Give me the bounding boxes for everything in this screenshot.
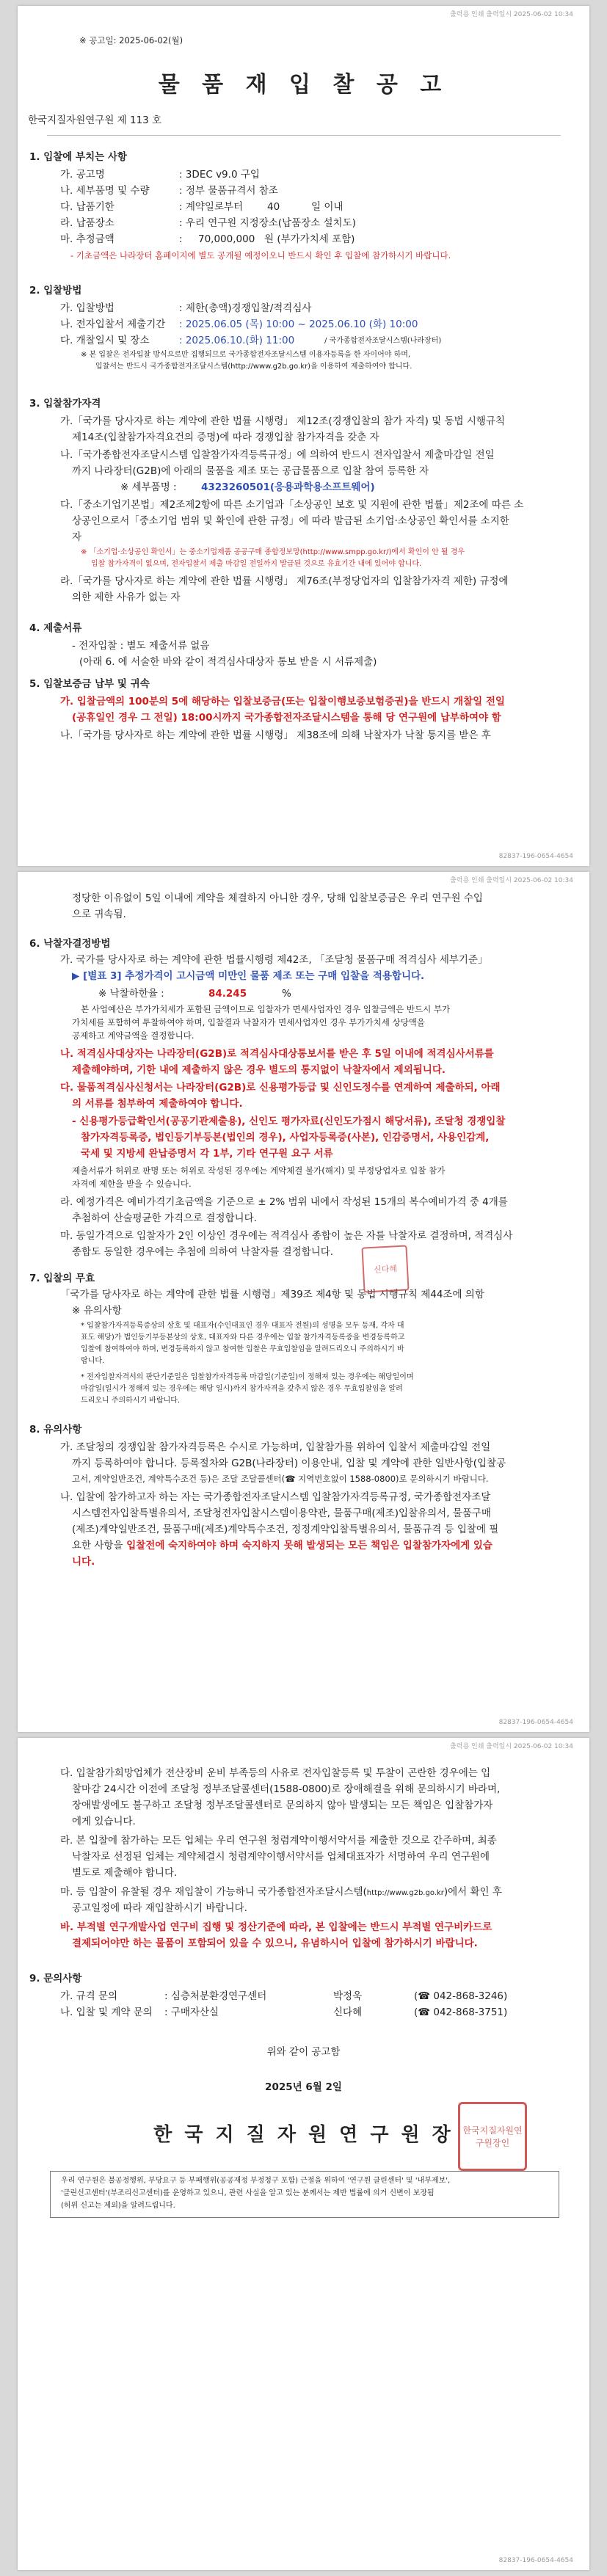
closing-text: 위와 같이 공고함 — [266, 2046, 341, 2058]
section-7-heading: 7. 입찰의 무효 — [29, 1273, 95, 1284]
text: 입찰전에 숙지하여야 하며 숙지하지 못해 발생되는 모든 책임은 입찰참가자에게 있습 — [123, 1540, 492, 1551]
note: ※ 「소기업·소상공인 확인서」는 중소기업제품 공공구매 종합정보망(http://www.smpp.go.kr/)에서 확인이 안 될 경우 — [81, 548, 465, 556]
text: 참가자격등록증, 법인등기부등본(법인의 경우), 사업자등록증(사본), 인감증명서, 사용인감계, — [81, 1132, 490, 1143]
label: 가. 공고명 — [60, 169, 105, 181]
note: * 전자입찰자격서의 판단기준일은 입찰참가자격등록 마감일(기준일)이 정해져 있는 경우에는 해당일이며 — [81, 1373, 414, 1381]
value: : 제한(총액)경쟁입찰/적격심사 — [179, 302, 312, 314]
note: 랍니다. — [81, 1357, 105, 1365]
value: : 정부 물품규격서 참조 — [179, 185, 278, 197]
text: 라.「국가를 당사자로 하는 계약에 관한 법률 시행령」 제76조(부정당업자의 입찰참가자격 제한) 규정에 — [60, 575, 509, 587]
text: 가. 국가를 당사자로 하는 계약에 관한 법률시행령 제42조, 「조달청 물품구매 적격심사 세부기준」 — [60, 954, 488, 966]
value: : — [179, 233, 183, 245]
text: 고서, 계약일반조건, 계약특수조건 등)은 조달 조달콜센터(☎ 지역번호없이 1588-0800)로 문의하시기 바랍니다. — [72, 1474, 489, 1484]
document-page-3 — [18, 1738, 589, 2570]
text: 마. 등 입찰이 유찰될 경우 재입찰이 가능하니 국가종합전자조달시스템( — [60, 1886, 367, 1898]
text: 본 사업예산은 부가가치세가 포함된 금액이므로 입찰자가 면세사업자인 경우 입찰금액은 반드시 부가 — [81, 1004, 451, 1014]
text: )에서 확인 후 — [443, 1886, 502, 1898]
text: 장애발생에도 불구하고 조달청 정부조달콜센터로 문의하지 않아 발생되는 모든 책임은 입찰참가자 — [72, 1800, 493, 1811]
official-seal: 한국지질자원연구원장인 — [458, 2102, 527, 2171]
footer-code: 82837-196-0654-4654 — [498, 2557, 573, 2564]
text: - 신용평가등급확인서(공공기관제출용), 신인도 평가자료(신인도가점시 해당서류), 조달청 경쟁입찰 — [72, 1116, 506, 1127]
text: (아래 6. 에 서술한 바와 같이 적격심사대상자 통보 받을 시 서류제출) — [79, 656, 377, 668]
value: % — [282, 988, 291, 1000]
announcement-date: 2025년 6월 2일 — [265, 2081, 342, 2093]
value: 70,000,000 — [198, 233, 255, 245]
section-4-heading: 4. 제출서류 — [29, 622, 82, 634]
section-2-heading: 2. 입찰방법 — [29, 285, 82, 296]
text: 추첨하여 산술평균한 가격으로 결정합니다. — [72, 1212, 257, 1224]
text: 찰마감 24시간 이전에 조달청 정부조달콜센터(1588-0800)로 장애해결을 위해 문의하시기 바라며, — [72, 1783, 501, 1795]
value: 4323260501(응용과학용소프트웨어) — [201, 481, 375, 493]
value: : 3DEC v9.0 구입 — [179, 169, 260, 181]
text: 라. 예정가격은 예비가격기초금액을 기준으로 ± 2% 범위 내에서 작성된 15개의 복수예비가격 중 4개를 — [60, 1196, 508, 1208]
note: / 국가종합전자조달시스템(나라장터) — [324, 337, 442, 345]
note: 마감일(일시가 정해져 있는 경우에는 해당 일시)까지 참가자격을 갖추지 않은 경우 무효입찰임을 알려 — [81, 1385, 403, 1393]
value: 일 이내 — [311, 201, 344, 213]
text: 의 서류를 첨부하여 제출하여야 합니다. — [72, 1098, 243, 1110]
value: : 계약일로부터 — [179, 201, 244, 213]
value: : 구매자산실 — [164, 2006, 219, 2018]
note: ※ 본 입찰은 전자입찰 방식으로만 집행되므로 국가종합전자조달시스템 이용자등록을 한 자이어야 하며, — [81, 351, 411, 359]
text: 다. 입찰참가희망업체가 전산장비 운비 부족등의 사유로 전자입찰등록 및 투찰이 곤란한 경우에는 입 — [60, 1767, 491, 1779]
section-8-heading: 8. 유의사항 — [29, 1424, 82, 1436]
text: - 전자입찰 : 별도 제출서류 없음 — [72, 640, 210, 652]
text: 에게 있습니다. — [72, 1816, 136, 1827]
divider — [47, 135, 561, 136]
text: 자격에 제한을 받을 수 있습니다. — [72, 1179, 192, 1189]
section-9-heading: 9. 문의사항 — [29, 1973, 82, 1984]
text: 나.「국가종합전자조달시스템 입찰참가자격등록규정」에 의하여 반드시 전자입찰서 제출마감일 전일 — [60, 449, 495, 461]
text: 라. 본 입찰에 참가하는 모든 업체는 우리 연구원 청렴계약이행서약서를 제출한 것으로 간주하며, 최종 — [60, 1835, 497, 1847]
text: 별도로 제출해야 합니다. — [72, 1867, 178, 1879]
value: 원 (부가가치세 포함) — [264, 233, 355, 245]
footer-code: 82837-196-0654-4654 — [498, 1719, 573, 1726]
value: : 우리 연구원 지정장소(납품장소 설치도) — [179, 217, 356, 229]
section-6-heading: 6. 낙찰자결정방법 — [29, 938, 111, 950]
text: 마. 동일가격으로 입찰자가 2인 이상인 경우에는 적격심사 종합이 높은 자를 낙찰자로 결정하며, 적격심사 — [60, 1230, 513, 1242]
text: 상공인으로서「중소기업 범위 및 확인에 관한 규정」에 따라 발급된 소기업·소상공인 확인서를 소지한 — [72, 515, 509, 527]
label: 라. 납품장소 — [60, 217, 115, 229]
note: 입찰 참가자격이 없으며, 전자입찰서 제출 마감일 전일까지 발급된 것으로 유효기간 내에 있어야 합니다. — [91, 560, 422, 568]
integrity-notice-box — [50, 2171, 559, 2218]
label: 마. 추정금액 — [60, 233, 115, 245]
print-stamp: 출력용 인쇄 출력일시 2025-06-02 10:34 — [450, 877, 573, 884]
notice-text: '클린신고센터'(부조리신고센터)를 운영하고 있으니, 관련 사실을 알고 있는 분께서는 제반 법률에 의거 신변이 보장됨 — [61, 2189, 435, 2197]
text: 공고일정에 따라 재입찰하시기 바랍니다. — [72, 1902, 247, 1914]
note: 표도 해당)가 법인등기부등본상의 상호, 대표자와 다른 경우에는 입찰 참가자격등록증을 변경등록하고 — [81, 1334, 405, 1342]
text: ▶ [별표 3] 추정가격이 고시금액 미만인 물품 제조 또는 구매 입찰을 적용합니다. — [72, 970, 425, 982]
value: : 심층처분환경연구센터 — [164, 1990, 267, 2002]
value: (☎ 042-868-3246) — [414, 1990, 508, 2002]
text: 결제되어야만 하는 물품이 포함되어 있을 수 있으니, 유념하시어 입찰에 참가하시기 바랍니다. — [72, 1938, 478, 1949]
text: 낙찰자로 선정된 업체는 계약체결시 청렴계약이행서약서를 업체대표자가 서명하여 우리 연구원에 — [72, 1851, 490, 1863]
label: 가. 입찰방법 — [60, 302, 115, 314]
print-stamp: 출력용 인쇄 출력일시 2025-06-02 10:34 — [450, 11, 573, 18]
text: 으로 귀속됨. — [72, 909, 126, 920]
announcement-number: 한국지질자원연구원 제 113 호 — [28, 114, 162, 126]
text: (공휴일인 경우 그 전일) 18:00시까지 국가종합전자조달시스템을 통해 당 연구원에 납부하여야 함 — [72, 712, 501, 724]
value: : 2025.06.10.(화) 11:00 — [179, 335, 295, 346]
text: 니다. — [72, 1556, 95, 1568]
section-1-heading: 1. 입찰에 부치는 사항 — [29, 151, 127, 163]
value: 박정욱 — [333, 1990, 363, 2002]
note: 입찰에 참여하여야 하며, 변경등록하지 않고 참여한 입찰은 무효입찰임을 알려드리오니 주의하시기 바 — [81, 1345, 404, 1353]
notice-date: ※ 공고일: 2025-06-02(월) — [79, 35, 183, 46]
text: 까지 등록하여야 합니다. 등록절차와 G2B(나라장터) 이용안내, 입찰 및 계약에 관한 일반사항(입찰공 — [72, 1458, 506, 1469]
section-3-heading: 3. 입찰참가자격 — [29, 398, 101, 410]
value: 40 — [267, 201, 280, 213]
page-title: 물 품 재 입 찰 공 고 — [158, 72, 449, 98]
text: 제출서류가 허위로 판명 또는 허위로 작성된 경우에는 계약체결 불가(해지) 및 부정당업자로 입찰 참가 — [72, 1165, 446, 1176]
organization-name: 한 국 지 질 자 원 연 구 원 장 — [153, 2124, 454, 2146]
text: 시스템전자입찰특별유의서, 조달청전자입찰시스템이용약관, 물품구매(제조)입찰유의서, 물품구매 — [72, 1507, 491, 1519]
print-stamp: 출력용 인쇄 출력일시 2025-06-02 10:34 — [450, 1743, 573, 1750]
label: 나. 전자입찰서 제출기간 — [60, 319, 166, 330]
text: 정당한 이유없이 5일 이내에 계약을 체결하지 아니한 경우, 당해 입찰보증금은 우리 연구원 수입 — [72, 892, 483, 904]
label: 나. 세부품명 및 수량 — [60, 185, 150, 197]
text: 다. 물품적격심사신청서는 나라장터(G2B)로 신용평가등급 및 신인도정수를 연계하여 제출하되, 아래 — [60, 1082, 501, 1094]
note: * 입찰참가자격등록증상의 상호 및 대표자(수인대표인 경우 대표자 전원)의 성명을 모두 등재, 각자 대 — [81, 1322, 404, 1330]
note: 드리오니 주의하시기 바랍니다. — [81, 1397, 181, 1405]
section-5-heading: 5. 입찰보증금 납부 및 귀속 — [29, 678, 150, 690]
footer-code: 82837-196-0654-4654 — [498, 853, 573, 860]
notice-text: 우리 연구원은 불공정행위, 부당요구 등 부패행위(공공재정 부정청구 포함) 근절을 위하여 '연구원 클린센터' 및 '내부제보', — [61, 2177, 451, 2185]
text: 까지 나라장터(G2B)에 아래의 물품을 제조 또는 공급물품으로 입찰 참여 등록한 자 — [72, 465, 429, 477]
text: 나.「국가를 당사자로 하는 계약에 관한 법률 시행령」 제38조에 의해 낙찰자가 낙찰 통지를 받은 후 — [60, 729, 491, 741]
note: 입찰서는 반드시 국가종합전자조달시스템(http://www.g2b.go.kr)을 이용하여 제출하여야 합니다. — [95, 363, 412, 371]
text: 의한 제한 사유가 없는 자 — [72, 592, 181, 603]
text: 나. 입찰에 참가하고자 하는 자는 국가종합전자조달시스템 입찰참가자격등록규정, 국가종합전자조달 — [60, 1491, 491, 1503]
label: ※ 세부품명 : — [120, 481, 177, 493]
link[interactable]: http://www.g2b.go.kr — [366, 1889, 444, 1897]
text: 나. 적격심사대상자는 나라장터(G2B)로 적격심사대상통보서를 받은 후 5일 이내에 적격심사서류를 — [60, 1048, 494, 1060]
text: ※ 유의사항 — [72, 1305, 122, 1317]
label: 가. 규격 문의 — [60, 1990, 118, 2002]
text: 제출해야하며, 기한 내에 제출하지 않은 경우 별도의 통지없이 낙찰자에서 제외됩니다. — [72, 1064, 446, 1076]
text: 다.「중소기업기본법」제2조제2항에 따른 소기업과「소상공인 보호 및 지원에 관한 법률」제2조에 따른 소 — [60, 499, 524, 511]
text: 공제하고 계약금액을 결정합니다. — [72, 1030, 195, 1041]
text: 「국가를 당사자로 하는 계약에 관한 법률 시행령」제39조 제4항 및 동법 시행규칙 제44조에 의함 — [60, 1289, 484, 1300]
document-page-1 — [18, 6, 589, 866]
label: 나. 입찰 및 계약 문의 — [60, 2006, 153, 2018]
value: 84.245 — [208, 988, 247, 1000]
value: (☎ 042-868-3751) — [414, 2006, 508, 2018]
text: 가치세를 포함하여 투찰하여야 하며, 입찰결과 낙찰자가 면세사업자인 경우 부가가치세 상당액을 — [72, 1017, 425, 1027]
text: 가. 조달청의 경쟁입찰 참가자격등록은 수시로 가능하며, 입찰참가를 위하여 입찰서 제출마감일 전일 — [60, 1441, 491, 1453]
text: 가.「국가를 당사자로 하는 계약에 관한 법률 시행령」 제12조(경쟁입찰의 참가 자격) 및 동법 시행규칙 — [60, 415, 506, 427]
text: 자 — [72, 531, 82, 543]
text: 가. 입찰금액의 100분의 5에 해당하는 입찰보증금(또는 입찰이행보증보험증권)을 반드시 개찰일 전일 — [60, 696, 505, 707]
document-page-2 — [18, 872, 589, 1732]
value: 신다혜 — [333, 2006, 363, 2018]
signature-stamp: 신다혜 — [361, 1245, 409, 1292]
text: 제14조(입찰참가자격요건의 증명)에 따라 경쟁입찰 참가자격을 갖춘 자 — [72, 432, 379, 443]
value: : 2025.06.05 (목) 10:00 ~ 2025.06.10 (화) 10:00 — [179, 319, 418, 330]
note: - 기초금액은 나라장터 홈페이지에 별도 공개될 예정이오니 반드시 확인 후 입찰에 참가하시기 바랍니다. — [70, 250, 451, 261]
text: (제조)계약일반조건, 물품구매(제조)계약특수조건, 정정계약입찰특별유의서, 물품규격 등 입찰에 필 — [72, 1524, 499, 1535]
text: 바. 부적별 연구개발사업 연구비 집행 및 정산기준에 따라, 본 입찰에는 반드시 부적별 연구비카드로 — [60, 1921, 492, 1933]
notice-text: (허위 신고는 제외)을 알려드립니다. — [61, 2202, 175, 2210]
text: 국세 및 지방세 완납증명서 각 1부, 기타 연구원 요구 서류 — [81, 1148, 333, 1160]
label: 다. 납품기한 — [60, 201, 115, 213]
text: 요한 사항을 — [72, 1540, 123, 1551]
label: ※ 낙찰하한율 : — [98, 988, 164, 1000]
label: 다. 개찰일시 및 장소 — [60, 335, 150, 346]
text: 종합도 동일한 경우에는 추첨에 의하여 낙찰자를 결정합니다. — [72, 1246, 334, 1258]
